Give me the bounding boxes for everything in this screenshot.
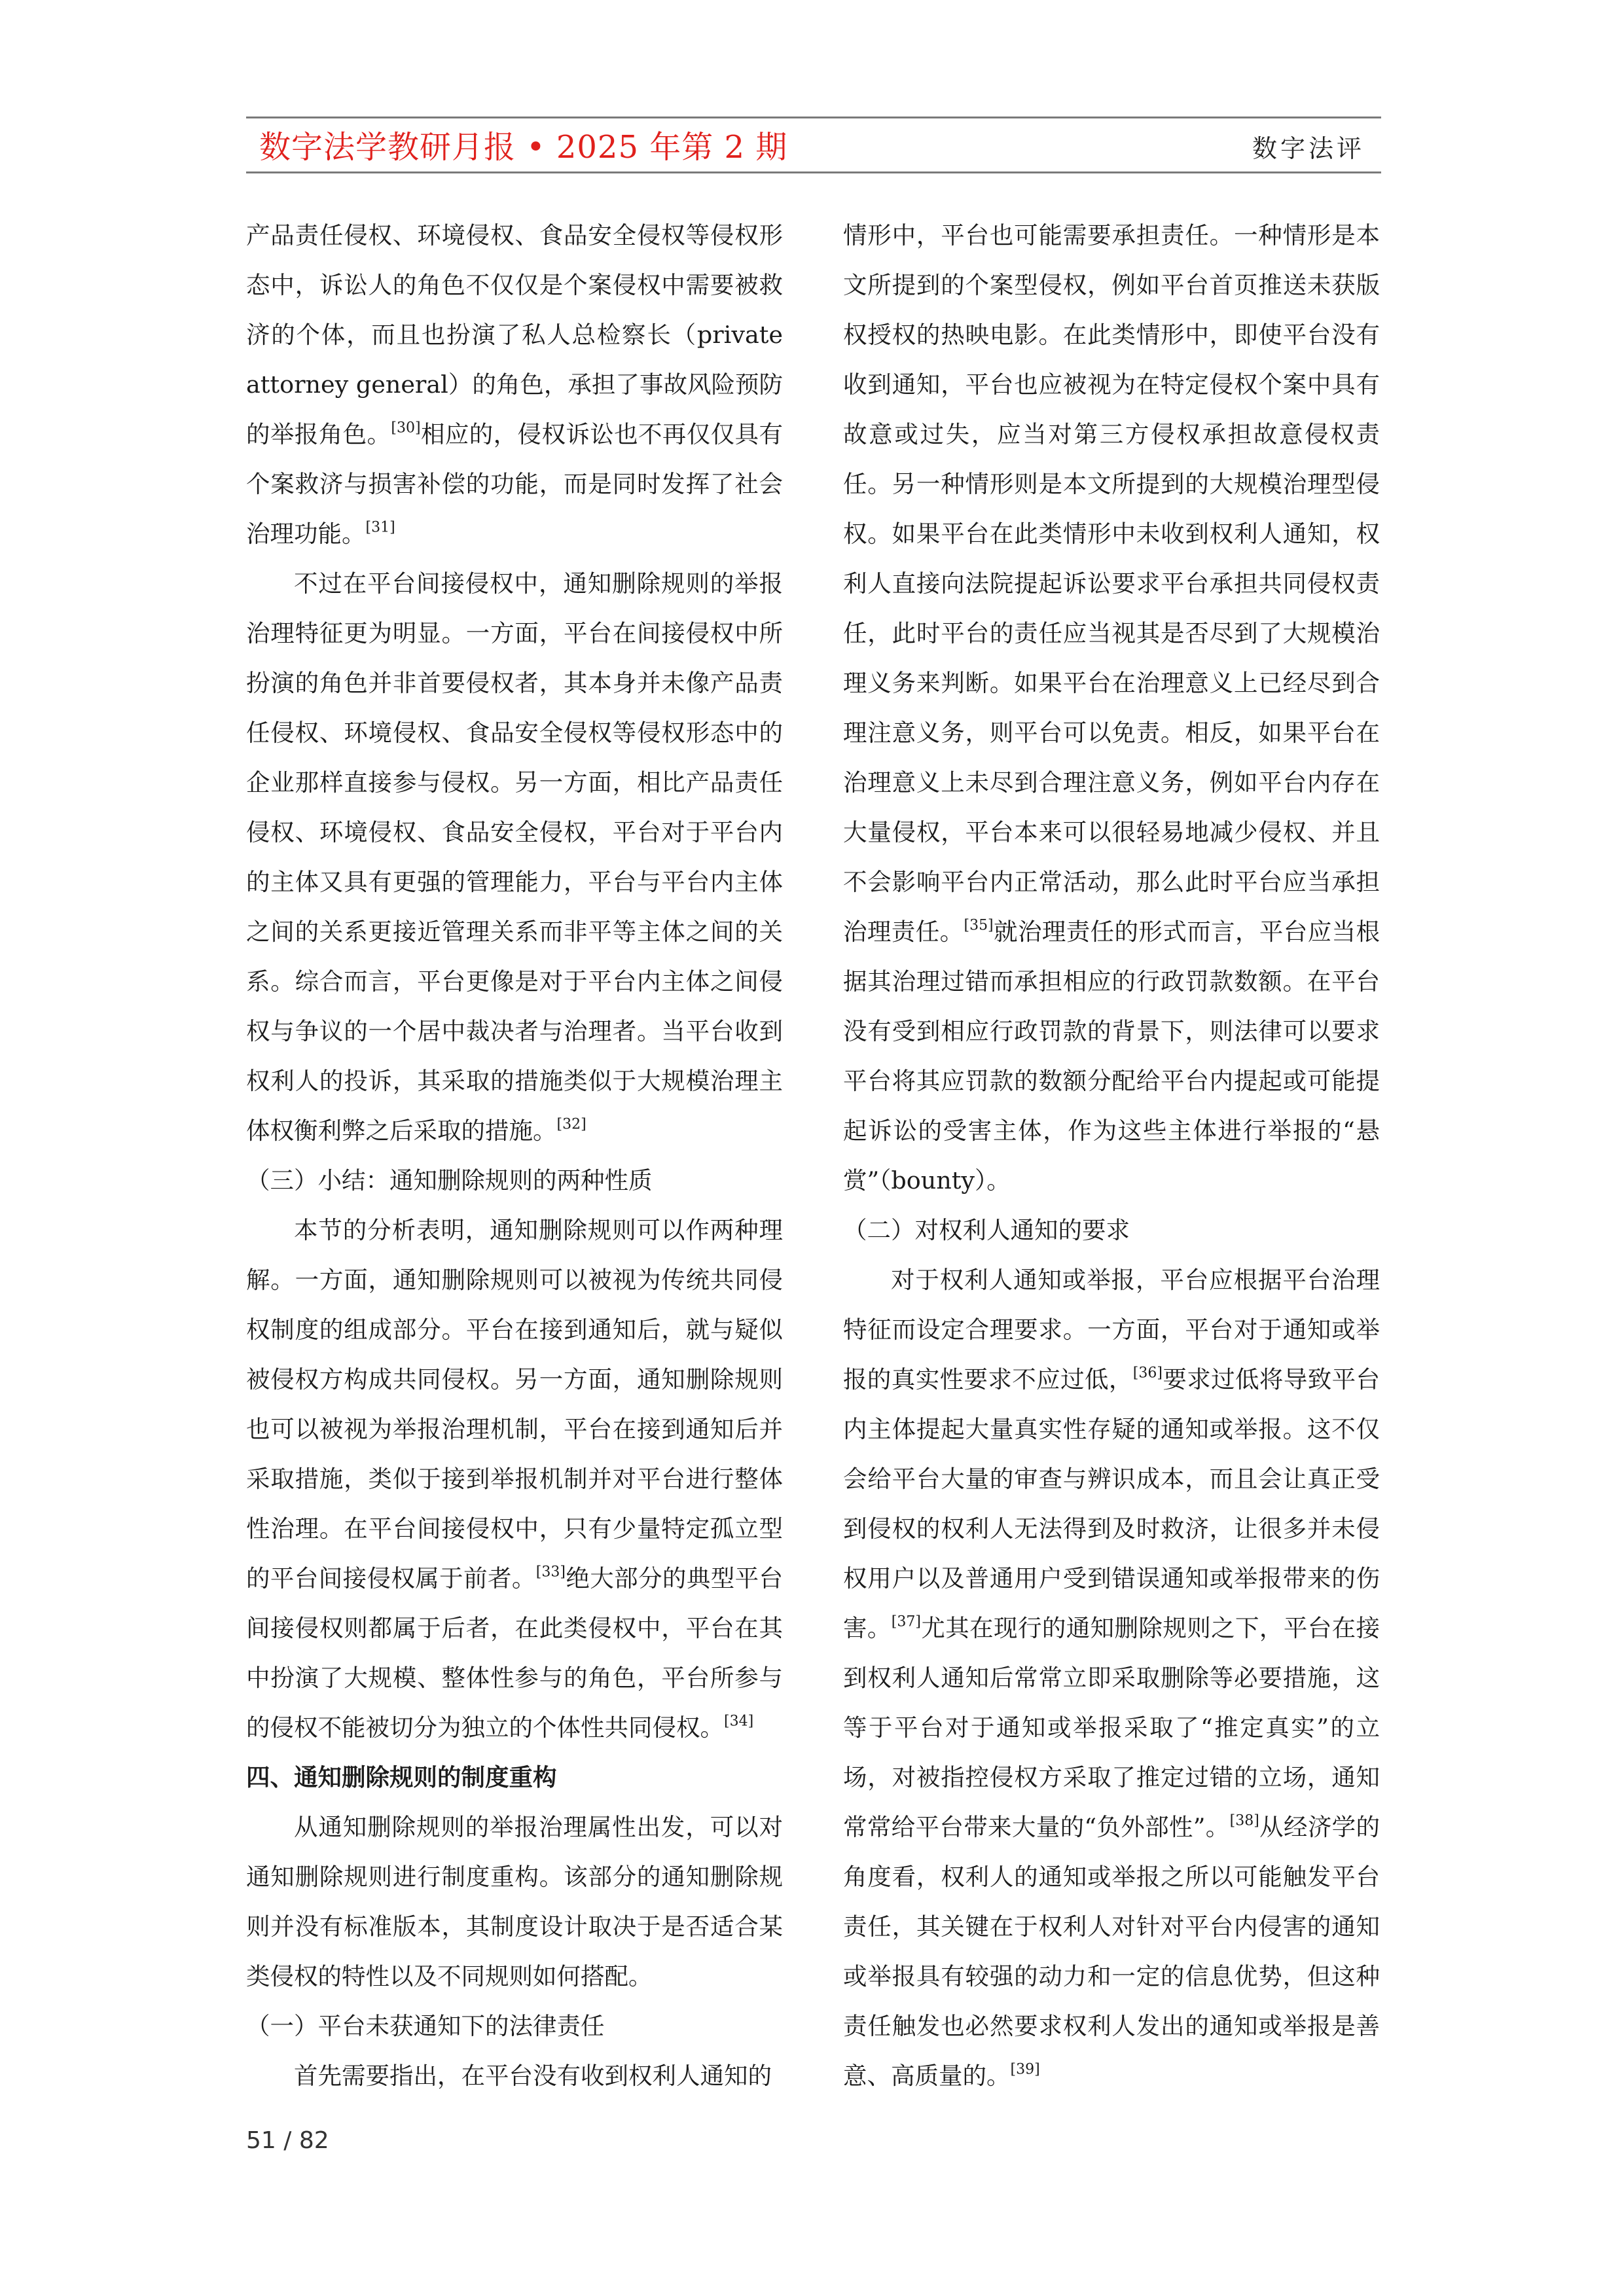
page-number: 51 / 82 [246,2127,329,2154]
text-run: 产品责任侵权、环境侵权、食品安全侵权等侵权形态中，诉讼人的角色不仅仅是个案侵权中需要被救济的个体，而且也扮演了私人总检察长（private attorney general）的角色，承担了事故风险预防的举报角色。 [246,221,783,448]
citation-marker: [32] [556,1116,586,1133]
text-run: （一）平台未获通知下的法律责任 [246,2012,605,2040]
citation-marker: [33] [535,1564,566,1581]
text-run: 绝大部分的典型平台间接侵权则都属于后者，在此类侵权中，平台在其中扮演了大规模、整体性参与的角色，平台所参与的侵权不能被切分为独立的个体性共同侵权。 [246,1564,784,1742]
text-run: 首先需要指出，在平台没有收到权利人通知的 [294,2062,772,2090]
citation-marker: [31] [365,519,395,536]
citation-marker: [34] [724,1713,754,1730]
citation-marker: [35] [964,917,994,934]
text-run: 不过在平台间接侵权中，通知删除规则的举报治理特征更为明显。一方面，平台在间接侵权中所扮演的角色并非首要侵权者，其本身并未像产品责任侵权、环境侵权、食品安全侵权等侵权形态中的企业那样直接参与侵权。另一方面，相比产品责任侵权、环境侵权、食品安全侵权，平台对于平台内的主体又具有更强的管理能力，平台与平台内主体之间的关系更接近管理关系而非平等主体之间的关系。综合而言，平台更像是对于平台内主体之间侵权与争议的一个居中裁决者与治理者。当平台收到权利人的投诉，其采取的措施类似于大规模治理主体权衡利弊之后采取的措施。 [246,569,783,1145]
text-run: 尤其在现行的通知删除规则之下，平台在接到权利人通知后常常立即采取删除等必要措施，这等于平台对于通知或举报采取了“推定真实”的立场，对被指控侵权方采取了推定过错的立场，通知常常给平台带来大量的“负外部性”。 [843,1614,1380,1841]
paragraph [843,211,1380,1206]
section-title: 数字法评 [1252,134,1365,163]
text-run: 四、通知删除规则的制度重构 [246,1763,557,1791]
paragraph [246,559,783,1156]
text-run: （二）对权利人通知的要求 [843,1216,1130,1244]
subsection-heading [246,1156,783,1206]
header-top-rule [246,117,1381,118]
citation-marker: [30] [391,420,421,437]
citation-marker: [38] [1229,1812,1259,1829]
text-run: 从通知删除规则的举报治理属性出发，可以对通知删除规则进行制度重构。该部分的通知删除规则并没有标准版本，其制度设计取决于是否适合某类侵权的特性以及不同规则如何搭配。 [246,1813,783,1990]
citation-marker: [36] [1132,1365,1163,1382]
header-bottom-rule [246,171,1381,173]
citation-marker: [39] [1010,2061,1040,2078]
left-column [246,211,783,2101]
section-heading [246,1753,783,1803]
subsection-heading [246,2001,783,2051]
text-run: 对于权利人通知或举报，平台应根据平台治理特征而设定合理要求。一方面，平台对于通知或举报的真实性要求不应过低， [843,1266,1380,1393]
citation-marker: [37] [891,1613,921,1630]
right-column [843,211,1380,2101]
text-run: （三）小结：通知删除规则的两种性质 [246,1166,653,1194]
text-run: 情形中，平台也可能需要承担责任。一种情形是本文所提到的个案型侵权，例如平台首页推送未获版权授权的热映电影。在此类情形中，即使平台没有收到通知，平台也应被视为在特定侵权个案中具有故意或过失，应当对第三方侵权承担故意侵权责任。另一种情形则是本文所提到的大规模治理型侵权。如果平台在此类情形中未收到权利人通知，权利人直接向法院提起诉讼要求平台承担共同侵权责任，此时平台的责任应当视其是否尽到了大规模治理义务来判断。如果平台在治理意义上已经尽到合理注意义务，则平台可以免责。相反，如果平台在治理意义上未尽到合理注意义务，例如平台内存在大量侵权，平台本来可以很轻易地减少侵权、并且不会影响平台内正常活动，那么此时平台应当承担治理责任。 [843,221,1380,946]
text-run: 从经济学的角度看，权利人的通知或举报之所以可能触发平台责任，其关键在于权利人对针对平台内侵害的通知或举报具有较强的动力和一定的信息优势，但这种责任触发也必然要求权利人发出的通知或举报是善意、高质量的。 [843,1813,1380,2090]
paragraph [246,2051,783,2101]
text-run: 要求过低将导致平台内主体提起大量真实性存疑的通知或举报。这不仅会给平台大量的审查与辨识成本，而且会让真正受到侵权的权利人无法得到及时救济，让很多并未侵权用户以及普通用户受到错误通知或举报带来的伤害。 [843,1365,1380,1642]
paragraph [246,1206,783,1753]
journal-title: 数字法学教研月报 • 2025 年第 2 期 [259,129,788,166]
paragraph [246,1803,783,2001]
text-run: 就治理责任的形式而言，平台应当根据其治理过错而承担相应的行政罚款数额。在平台没有受到相应行政罚款的背景下，则法律可以要求平台将其应罚款的数额分配给平台内提起或可能提起诉讼的受害主体，作为这些主体进行举报的“悬赏”（bounty）。 [843,918,1380,1194]
paragraph [246,211,783,559]
text-run: 本节的分析表明，通知删除规则可以作两种理解。一方面，通知删除规则可以被视为传统共同侵权制度的组成部分。平台在接到通知后，就与疑似被侵权方构成共同侵权。另一方面，通知删除规则也可以被视为举报治理机制，平台在接到通知后并采取措施，类似于接到举报机制并对平台进行整体性治理。在平台间接侵权中，只有少量特定孤立型的平台间接侵权属于前者。 [246,1216,783,1592]
text-run: 相应的，侵权诉讼也不再仅仅具有个案救济与损害补偿的功能，而是同时发挥了社会治理功能。 [246,420,784,548]
paragraph [843,1255,1380,2101]
subsection-heading [843,1206,1380,1255]
